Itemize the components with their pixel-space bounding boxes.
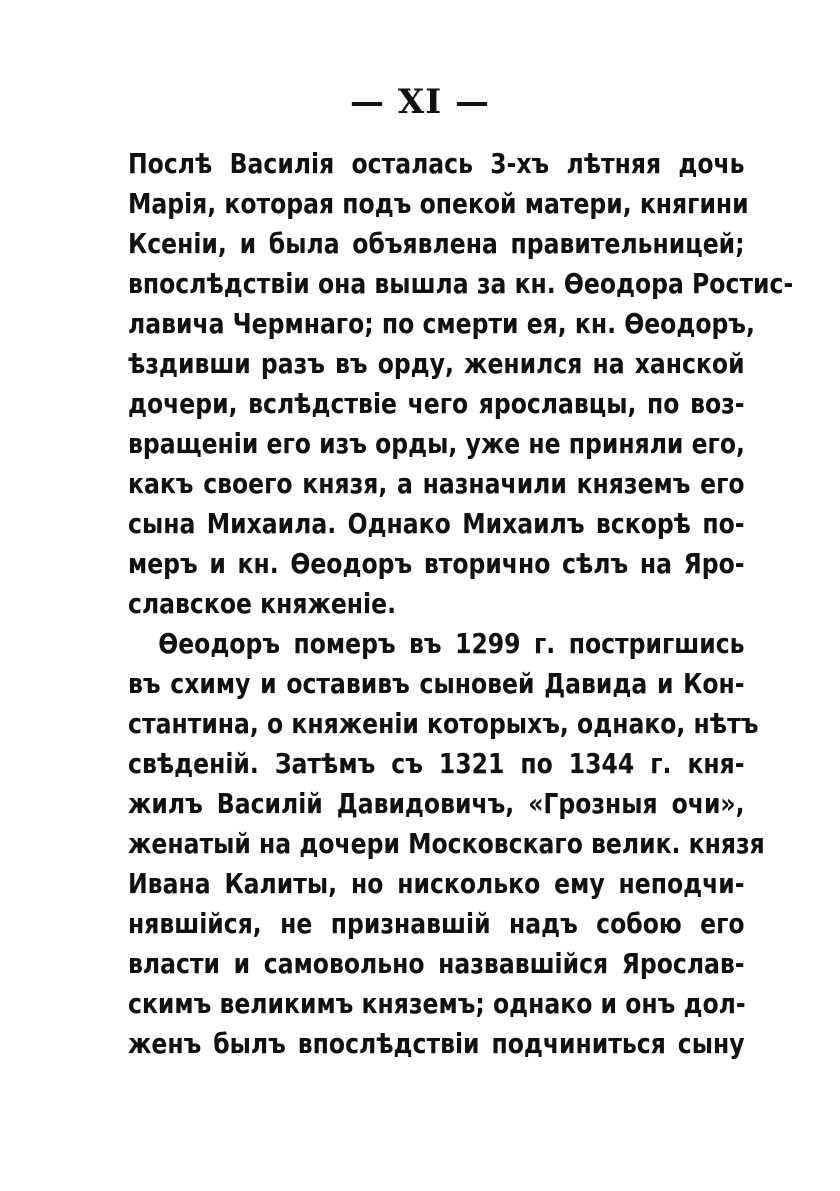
text-line: меръ и кн. Ѳеодоръ вторично сѣлъ на Яро- (128, 547, 745, 580)
text-line: дочери, вслѣдствіе чего ярославцы, по воз- (128, 387, 745, 420)
text-line: Ксеніи, и была объявлена правительницей; (128, 227, 745, 260)
text-line: лавича Чермнаго; по смерти ея, кн. Ѳеодоръ, (128, 307, 755, 340)
text-line: сына Михаила. Однако Михаилъ вскорѣ по- (128, 507, 745, 540)
text-line: Ивана Калиты, но нисколько ему неподчи- (128, 867, 745, 900)
text-line: ѣздивши разъ въ орду, женился на ханской (128, 347, 745, 380)
text-line: жилъ Василій Давидовичъ, «Грозныя очи», (128, 787, 745, 820)
text-line: женъ былъ впослѣдствіи подчиниться сыну (128, 1027, 745, 1060)
text-line: свѣденій. Затѣмъ съ 1321 по 1344 г. кня- (128, 747, 745, 780)
paragraph-1 (128, 144, 794, 624)
text-line: вращеніи его изъ орды, уже не приняли его, (128, 427, 745, 460)
page-number: — XI — (350, 82, 490, 122)
paragraph-2 (128, 624, 765, 1064)
text-line: славское княженіе. (128, 587, 396, 620)
text-line: Ѳеодоръ померъ въ 1299 г. постригшись (158, 627, 745, 660)
text-line: скимъ великимъ князeмъ; однако и онъ дол- (128, 987, 746, 1020)
text-line: въ схиму и оставивъ сыновей Давида и Кон- (128, 667, 745, 700)
text-line: впослѣдствіи она вышла за кн. Ѳеодора Ростис- (128, 267, 794, 300)
text-line: какъ своего князя, а назначили княземъ его (128, 467, 745, 500)
text-line: Марія, которая подъ опекой матери, княгини (128, 187, 749, 220)
text-line: нявшійся, не признавшій надъ собою его (128, 907, 745, 940)
text-line: Послѣ Василія осталась 3-хъ лѣтняя дочь (128, 147, 745, 180)
text-line: стантина, о княженіи которыхъ, однако, нѣтъ (128, 707, 759, 740)
text-line: власти и самовольно назвавшійся Ярослав- (128, 947, 745, 980)
text-line: женатый на дочери Московскаго велик. князя (128, 827, 765, 860)
